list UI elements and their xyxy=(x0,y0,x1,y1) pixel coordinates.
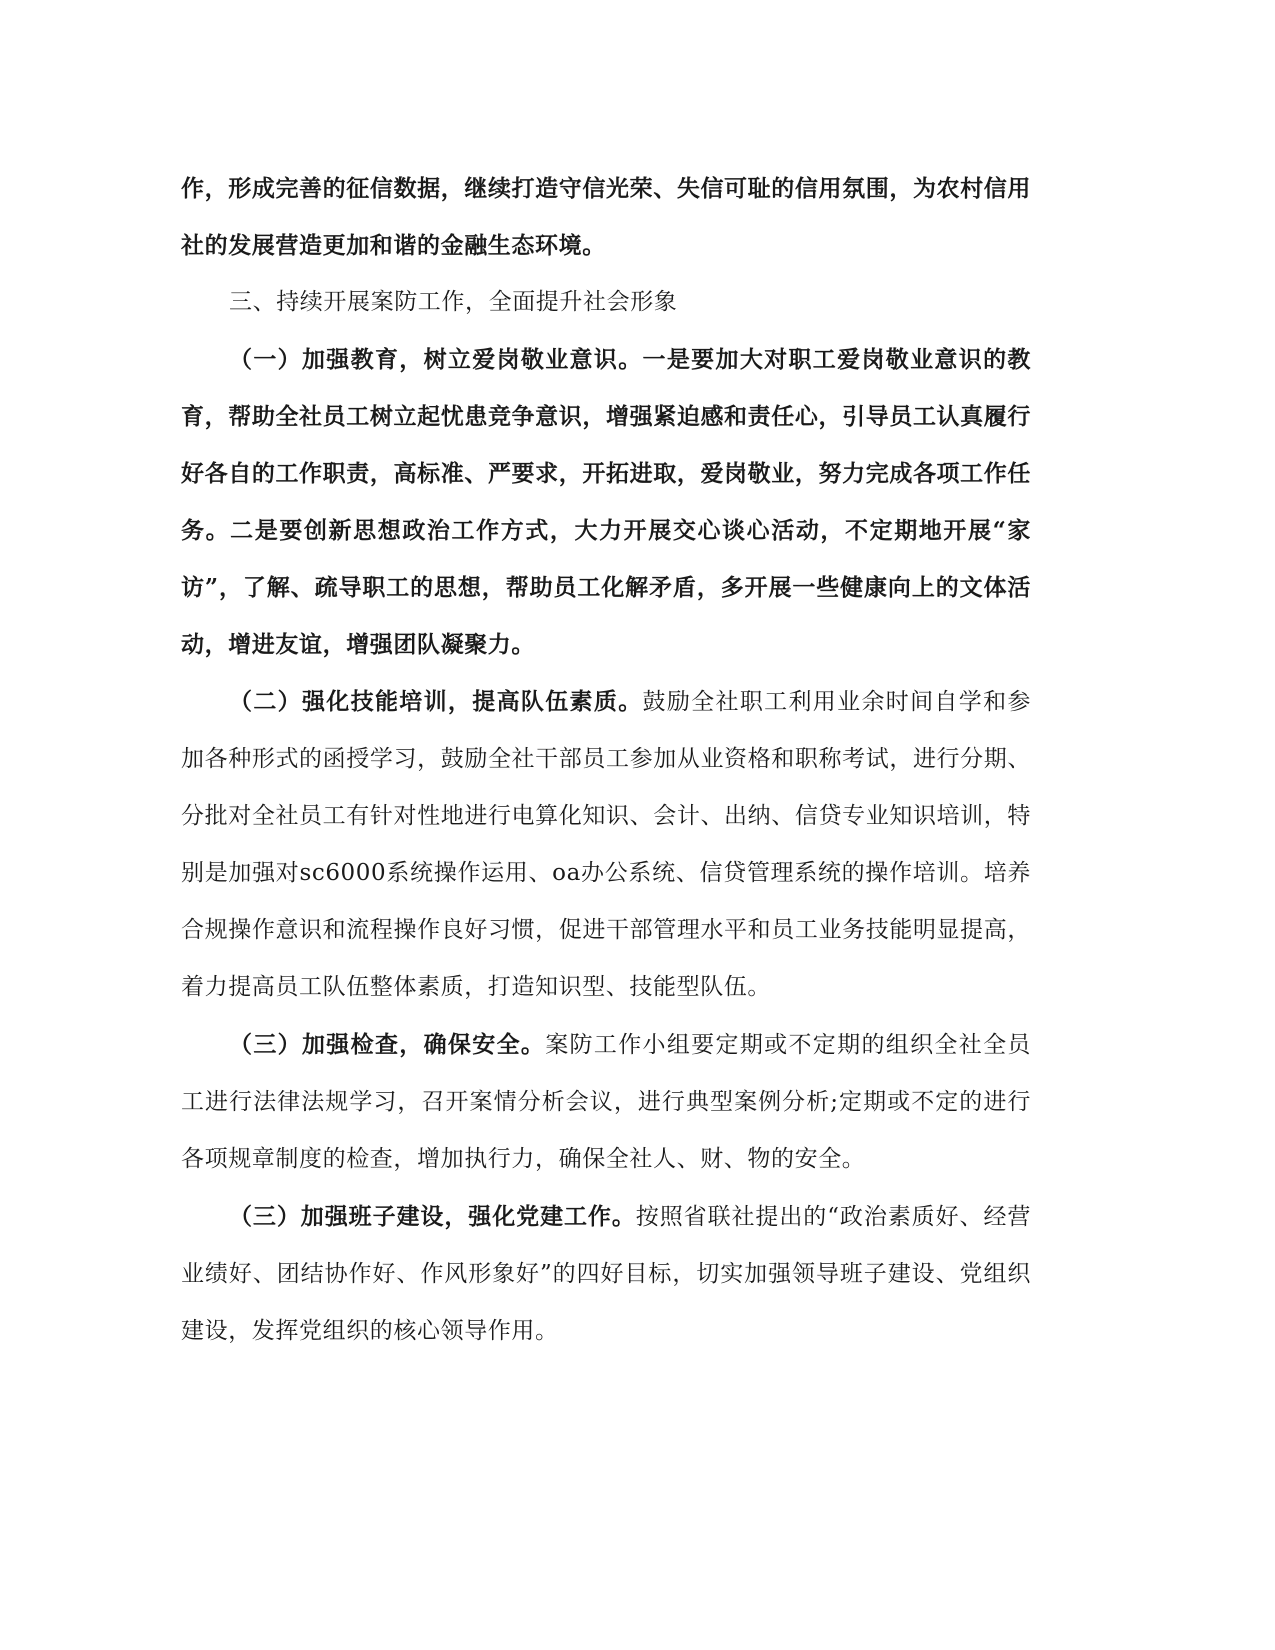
paragraph-continuation xyxy=(181,160,1031,274)
paragraph-lead: （三）加强检查，确保安全。 xyxy=(229,1031,546,1058)
paragraph-training xyxy=(181,673,1031,1016)
paragraph-body: 一是要加大对职工爱岗敬业意识的教育，帮助全社员工树立起忧患竞争意识，增强紧迫感和责任心，引导员工认真履行好各自的工作职责，高标准、严要求，开拓进取，爱岗敬业，努力完成各项工作任务。二是要创新思想政治工作方式，大力开展交心谈心活动，不定期地开展“家访”，了解、疏导职工的思想，帮助员工化解矛盾，多开展一些健康向上的文体活动，增进友谊，增强团队凝聚力。 xyxy=(181,346,1032,658)
document-body xyxy=(181,160,1031,1360)
paragraph-lead: （二）强化技能培训，提高队伍素质。 xyxy=(229,688,643,715)
paragraph-body: 鼓励全社职工利用业余时间自学和参加各种形式的函授学习，鼓励全社干部员工参加从业资格和职称考试，进行分期、分批对全社员工有针对性地进行电算化知识、会计、出纳、信贷专业知识培训，特别是加强对sc6000系统操作运用、oa办公系统、信贷管理系统的操作培训。培养合规操作意识和流程操作良好习惯，促进干部管理水平和员工业务技能明显提高，着力提高员工队伍整体素质，打造知识型、技能型队伍。 xyxy=(181,689,1032,1000)
paragraph-body: 案防工作小组要定期或不定期的组织全社全员工进行法律法规学习，召开案情分析会议，进行典型案例分析;定期或不定的进行各项规章制度的检查，增加执行力，确保全社人、财、物的安全。 xyxy=(181,1032,1032,1172)
paragraph-lead: （一）加强教育，树立爱岗敬业意识。 xyxy=(229,346,643,373)
section-heading-text: 三、持续开展案防工作，全面提升社会形象 xyxy=(229,289,678,315)
section-heading xyxy=(181,274,1031,331)
paragraph-education xyxy=(181,331,1031,673)
paragraph-lead: （三）加强班子建设，强化党建工作。 xyxy=(229,1203,636,1230)
paragraph-text: 作，形成完善的征信数据，继续打造守信光荣、失信可耻的信用氛围，为农村信用社的发展营造更加和谐的金融生态环境。 xyxy=(181,175,1031,259)
paragraph-team-building xyxy=(181,1188,1031,1360)
paragraph-inspection xyxy=(181,1016,1031,1188)
paragraph-body: 按照省联社提出的“政治素质好、经营业绩好、团结协作好、作风形象好”的四好目标，切实加强领导班子建设、党组织建设，发挥党组织的核心领导作用。 xyxy=(181,1204,1031,1344)
